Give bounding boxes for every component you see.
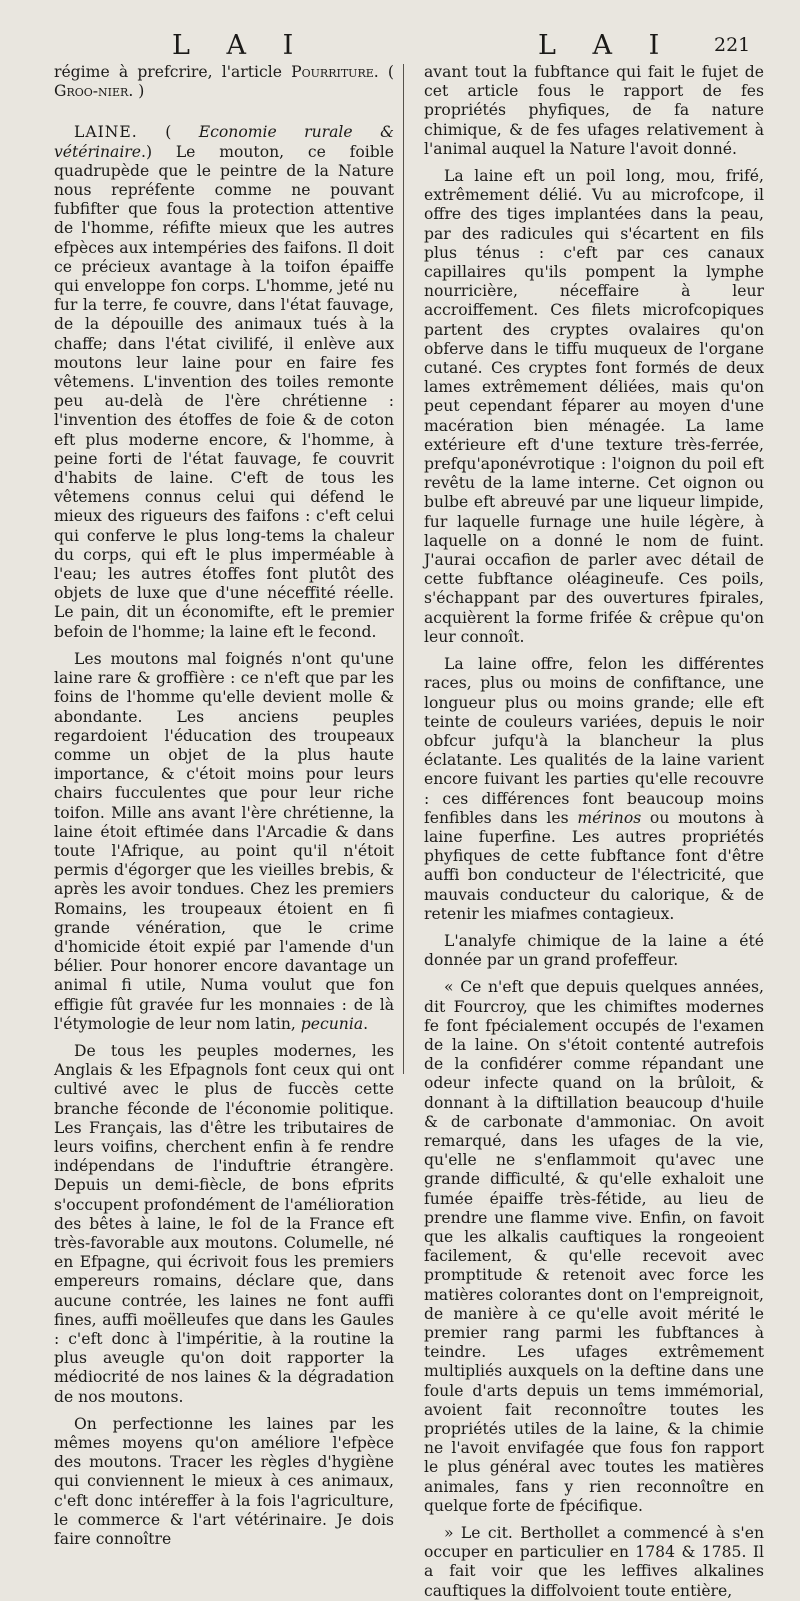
paragraph: La laine eft un poil long, mou, frifé, extrêmement délié. Vu au microfcope, il offre des tiges implantées dans la peau, par des radicules qui s'écartent en fils plus ténus : c'eft par ces canaux capillaires qu'ils pompent la lymphe nourricière, néceffaire à leur accroiffement. Ces filets microfcopiques partent des cryptes ovalaires qu'on obferve dans le tiffu muqueux de l'organe cutané. Ces cryptes font formés de deux lames extrêmement déliées, mais qu'on peut cependant féparer au moyen d'une macération bien ménagée. La lame extérieure eft d'une texture très-ferrée, prefqu'aponévrotique : l'oignon du poil eft revêtu de la lame interne. Cet oignon ou bulbe eft abreuvé par une liqueur limpide, fur laquelle furnage une huile légère, à laquelle on a donné le nom de fuint. J'aurai occafion de parler avec détail de cette fubftance oléagineufe. Ces poils, s'échappant par des ouvertures fpirales, acquièrent la forme frifée & crêpue qu'on leur connoît. [424, 167, 764, 646]
left-column [54, 63, 394, 1549]
paragraph: avant tout la fubftance qui fait le fujet de cet article fous le rapport de fes propriétés phyfiques, de fa nature chimique, & de fes ufages relativement à l'animal auquel la Nature l'avoit donné. [424, 63, 764, 158]
paragraph: L'analyfe chimique de la laine a été donnée par un grand profeffeur. [424, 931, 764, 970]
paragraph: De tous les peuples modernes, les Anglais & les Efpagnols font ceux qui ont cultivé avec le plus de fuccès cette branche féconde de l'économie politique. Les Français, las d'être les tributaires de leurs voifins, cherchent enfin à fe rendre indépendans de l'induftrie étrangère. Depuis un demi-fiècle, de bons efprits s'occupent profondément de l'amélioration des bêtes à laine, le fol de la France eft très-favorable aux moutons. Columelle, né en Efpagne, qui écrivoit fous les premiers empereurs romains, déclare que, dans aucune contrée, les laines ne font auffi fines, auffi moëlleufes que dans les Gaules : c'eft donc à l'impéritie, à la routine la plus aveugle qu'on doit rapporter la médiocrité de nos laines & la dégradation de nos moutons. [54, 1041, 394, 1406]
article-domain: Economie rurale & vétérinaire [54, 123, 394, 161]
right-column [424, 63, 764, 1601]
paragraph: On perfectionne les laines par les mêmes moyens qu'on améliore l'efpèce des moutons. Tracer les règles d'hygiène qui conviennent le mieux à ces animaux, c'eft donc intéreffer à la fois l'agriculture, le commerce & l'art vétérinaire. Je dois faire connoître [54, 1414, 394, 1549]
quotation-paragraph: « Ce n'eft que depuis quelques années, dit Fourcroy, que les chimiftes modernes fe font fpécialement occupés de l'examen de la laine. On s'étoit contenté autrefois de la confidérer comme répandant une odeur infecte quand on la brûloit, & donnant à la diftillation beaucoup d'huile & de carbonate d'ammoniac. On avoit remarqué, dans les ufages de la vie, qu'elle ne s'enflammoit qu'avec une grande difficulté, & qu'elle exhaloit une fumée épaiffe très-fétide, au lieu de prendre une flamme vive. Enfin, on favoit que les alkalis cauftiques la rongeoient facilement, & qu'elle recevoit avec promptitude & retenoit avec force les matières colorantes dont on l'empreignoit, de manière à ce qu'elle avoit mérité le premier rang parmi les fubftances à teindre. Les ufages extrêmement multipliés auxquels on la deftine dans une foule d'arts depuis un tems immémorial, avoient fait reconnoître toutes les propriétés utiles de la laine, & la chimie ne l'avoit envifagée que fous fon rapport le plus général avec toutes les matières animales, fans y rien reconnoître en quelque forte de fpécifique. [424, 978, 764, 1515]
running-head-left: L A I [172, 30, 308, 61]
running-head-right: L A I [538, 30, 674, 61]
cross-reference: Groo-nier [54, 82, 129, 101]
article-paragraph: LAINE. ( Economie rurale & vétérinaire.) Le mouton, ce foible quadrupède que le peintre de la Nature nous repréfente comme ne pouvant fubfifter que fous la protection attentive de l'homme, réfifte mieux que les autres efpèces aux intempéries des faifons. Il doit ce précieux avantage à la toifon épaiffe qui enveloppe fon corps. L'homme, jeté nu fur la terre, fe couvre, dans l'état fauvage, de la dépouille des animaux tués à la chaffe; dans l'état civilifé, il enlève aux moutons leur laine pour en faire fes vêtemens. L'invention des toiles remonte peu au-delà de l'ère chrétienne : l'invention des étoffes de foie & de coton eft plus moderne encore, & l'homme, à peine forti de l'état fauvage, fe couvrit d'habits de laine. C'eft de tous les vêtemens connus celui qui défend le mieux des rigueurs des faifons : c'eft celui qui conferve le plus long-tems la chaleur du corps, qui eft le plus imperméable à l'eau; les autres étoffes font plutôt des objets de luxe que d'une néceffité réelle. Le pain, dit un économifte, eft le premier befoin de l'homme; la laine eft le fecond. [54, 123, 394, 641]
article-headword: LAINE. [74, 123, 138, 142]
paragraph: Les moutons mal foignés n'ont qu'une laine rare & groffière : ce n'eft que par les foins de l'homme qu'elle devient molle & abondante. Les anciens peuples regardoient l'éducation des troupeaux comme un objet de la plus haute importance, & c'étoit moins pour leurs chairs fucculentes que pour leur riche toifon. Mille ans avant l'ère chrétienne, la laine étoit eftimée dans l'Arcadie & dans toute l'Afrique, au point qu'il n'étoit permis d'égorger que les vieilles brebis, & après les avoir tondues. Chez les premiers Romains, les troupeaux étoient en fi grande vénération, que le crime d'homicide étoit expié par l'amende d'un bélier. Pour honorer encore davantage un animal fi utile, Numa voulut que fon effigie fût gravée fur les monnaies : de là l'étymologie de leur nom latin, pecunia. [54, 649, 394, 1033]
paragraph: La laine offre, felon les différentes races, plus ou moins de confiftance, une longueur plus ou moins grande; elle eft teinte de couleurs variées, depuis le noir obfcur jufqu'à la blancheur la plus éclatante. Les qualités de la laine varient encore fuivant les parties qu'elle recouvre : ces différences font beaucoup moins fenfibles dans les mérinos ou moutons à laine fuperfine. Les autres propriétés phyfiques de cette fubftance font d'être auffi bon conducteur de l'électricité, que mauvais conducteur du calorique, & de retenir les miafmes contagieux. [424, 655, 764, 923]
paragraph: régime à prefcrire, l'article Pourriture. ( Groo-nier. ) [54, 63, 394, 101]
cross-reference: Pourriture [291, 63, 374, 81]
column-divider [403, 64, 404, 1074]
quotation-paragraph: » Le cit. Berthollet a commencé à s'en occuper en particulier en 1784 & 1785. Il a fait voir que les leffives alkalines cauftiques la diffolvoient toute entière, [424, 1524, 764, 1600]
page-number: 221 [714, 34, 751, 56]
